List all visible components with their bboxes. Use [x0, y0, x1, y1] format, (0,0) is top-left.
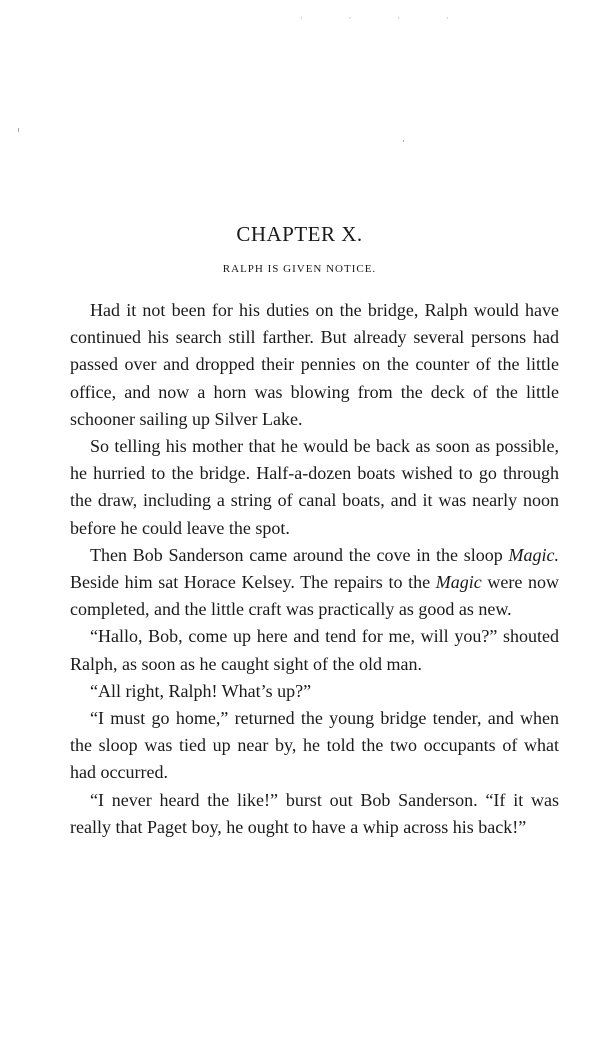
paragraph — [70, 787, 559, 841]
paragraph — [70, 297, 559, 433]
page-speck — [18, 128, 19, 132]
chapter-title: CHAPTER X. — [236, 222, 363, 246]
paragraph — [70, 542, 559, 624]
paragraph-text: “I must go home,” returned the young bridge tender, and when the sloop was tied up near by, he told the two occupants of what had occurred. — [70, 708, 559, 783]
paragraph-text: “I never heard the like!” burst out Bob Sanderson. “If it was really that Paget boy, he ought to have a whip across his back!” — [70, 789, 559, 837]
paragraph-text: Then Bob Sanderson came around the cove in the sloop — [90, 544, 509, 565]
paragraph-text: “All right, Ralph! What’s up?” — [90, 680, 312, 701]
ship-name: Magic — [435, 572, 482, 593]
ship-name: Magic. — [508, 544, 559, 565]
page-specks: · · · · — [300, 14, 471, 23]
paragraph-text: Beside him sat Horace Kelsey. The repairs to the — [70, 572, 436, 593]
chapter-subtitle: RALPH IS GIVEN NOTICE. — [222, 263, 377, 275]
page-speck — [403, 140, 404, 142]
paragraph — [70, 705, 559, 787]
paragraph-text: So telling his mother that he would be back as soon as possible, he hurried to the bridge. Half-a-dozen boats wished to go through the draw, including a string of canal boats, and it was nearly noon before he could leave the spot. — [70, 436, 559, 538]
paragraph-text: “Hallo, Bob, come up here and tend for me, will you?” shouted Ralph, as soon as he caught sight of the old man. — [70, 626, 559, 674]
paragraph — [70, 623, 559, 677]
chapter-body — [70, 297, 559, 841]
paragraph-text: were now completed, and the little craft was practically as good as new. — [70, 572, 559, 620]
paragraph — [70, 433, 559, 542]
paragraph-text: Had it not been for his duties on the bridge, Ralph would have continued his search still farther. But already several persons had passed over and dropped their pennies on the counter of the little office, and now a horn was blowing from the deck of the little schooner sailing up Silver Lake. — [70, 300, 559, 429]
paragraph — [70, 678, 559, 705]
